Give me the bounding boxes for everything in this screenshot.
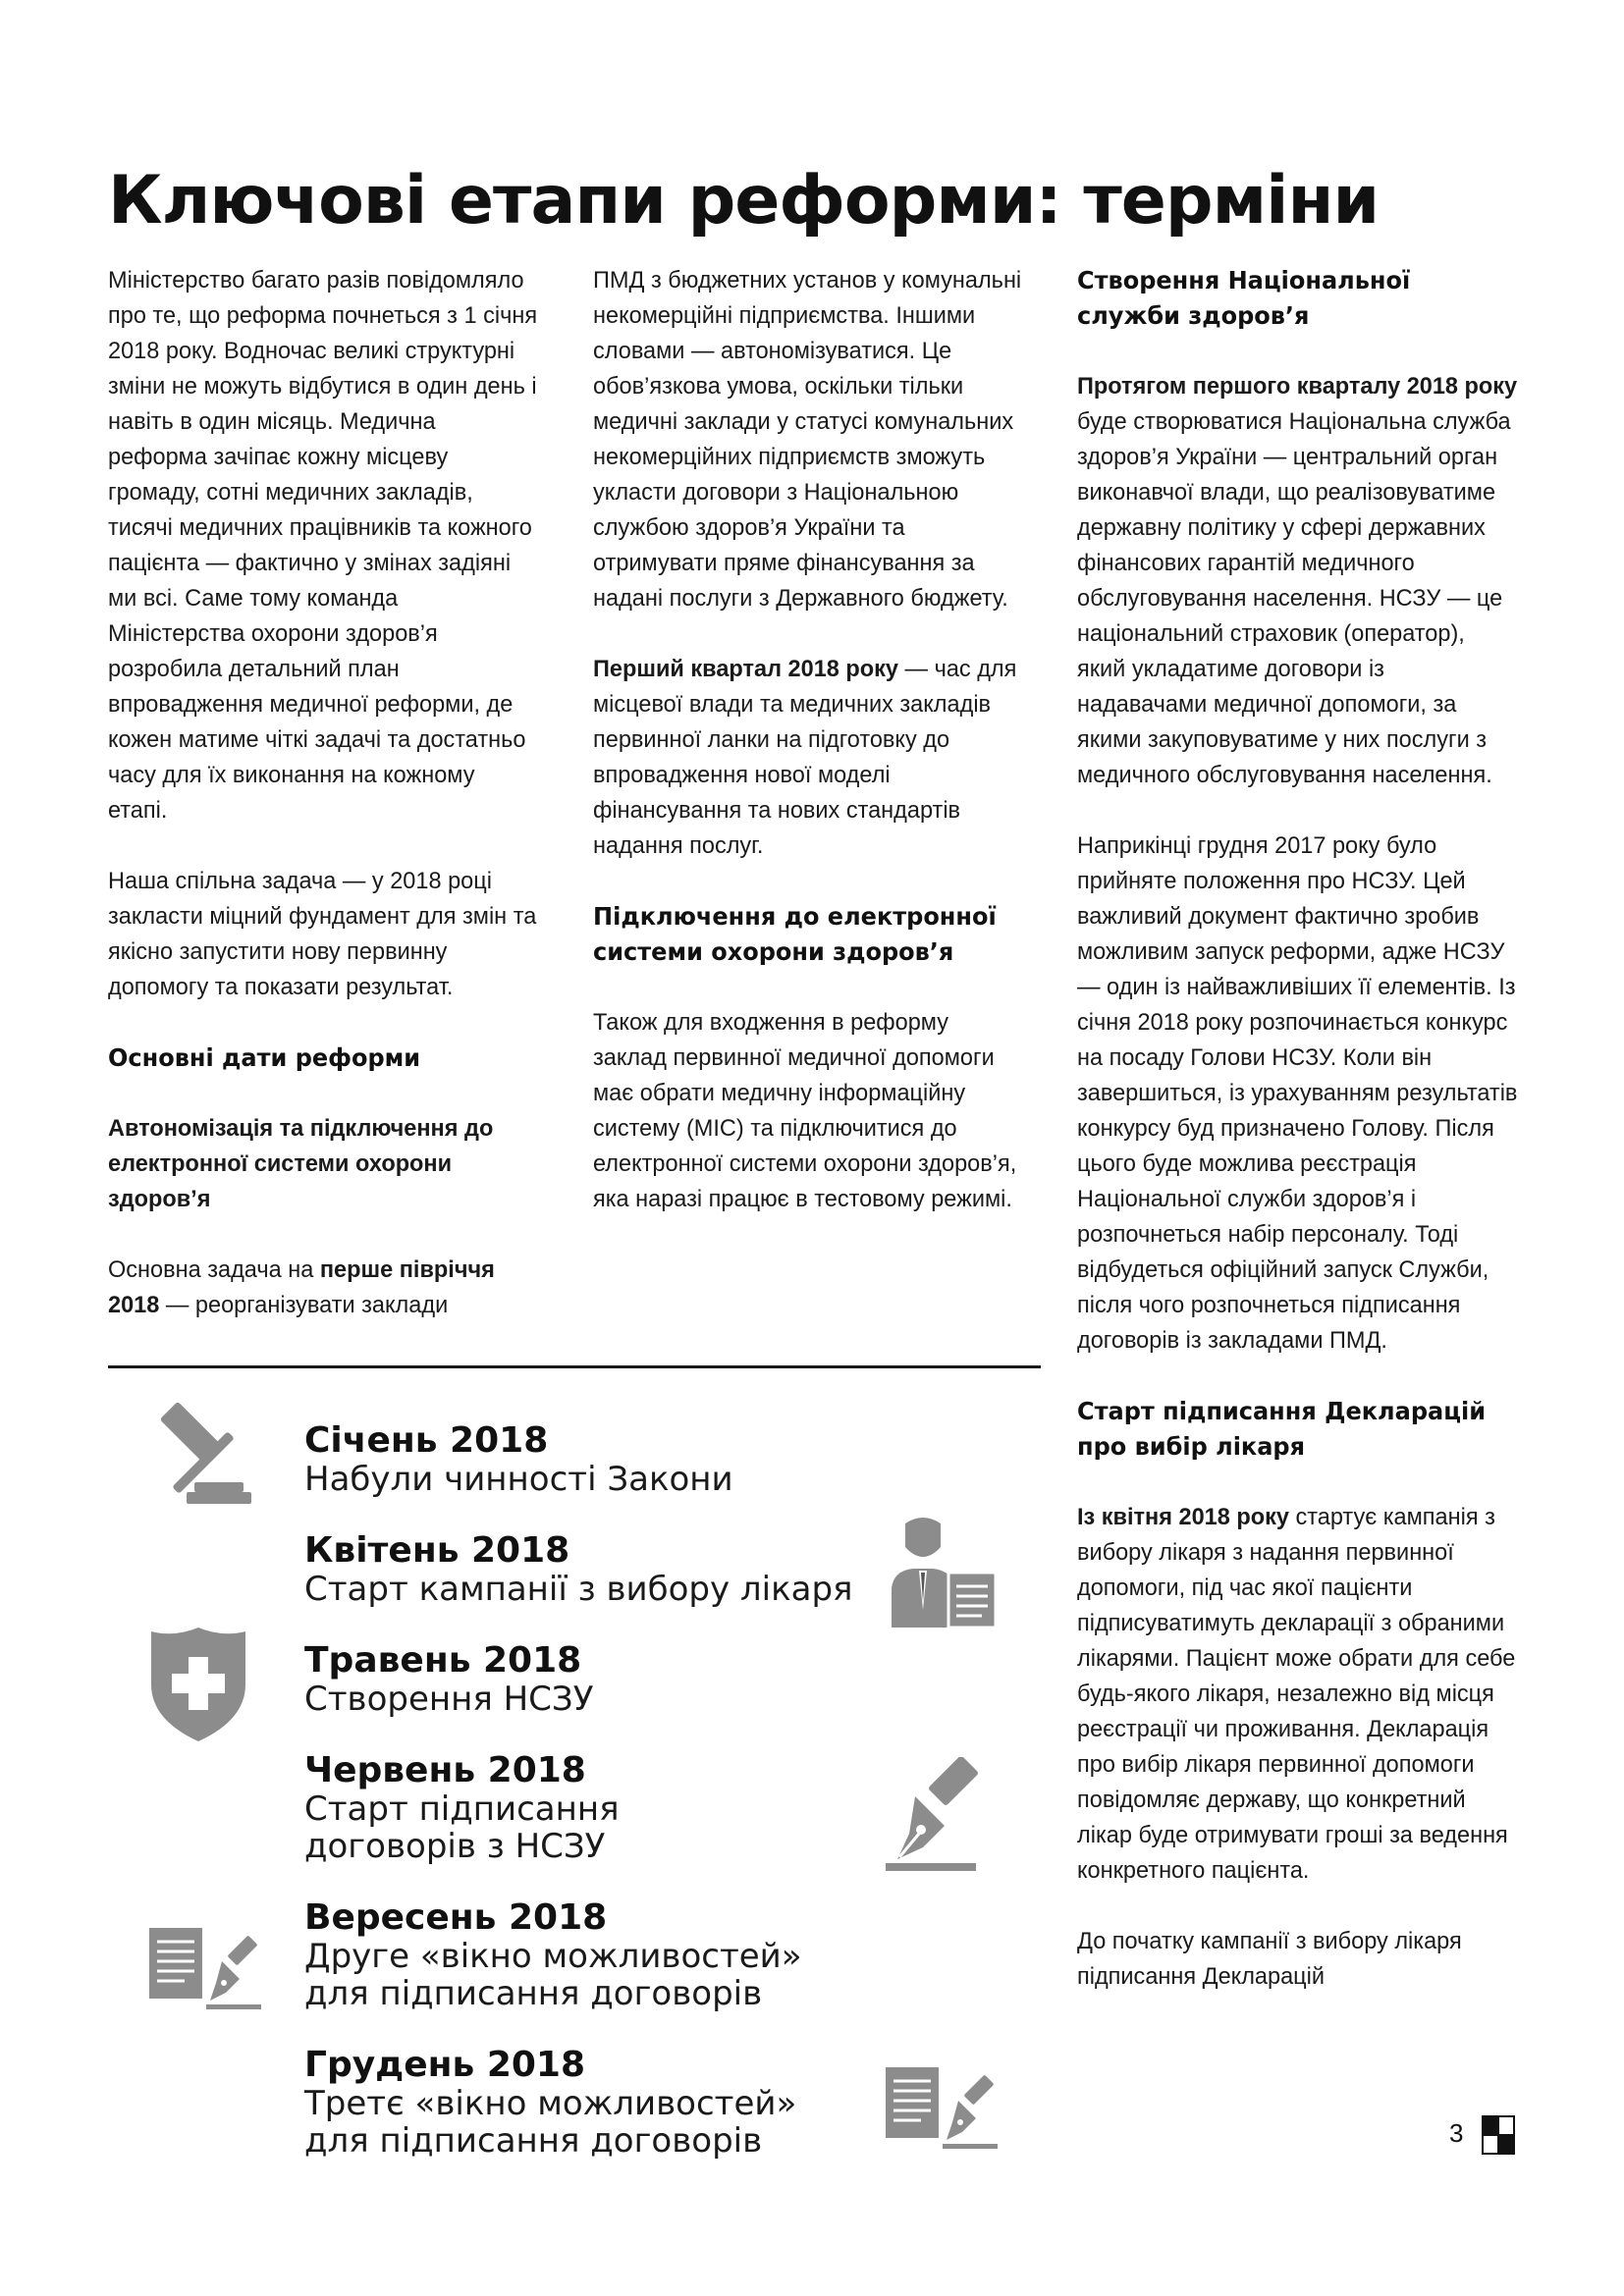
timeline-month: Травень 2018	[304, 1640, 582, 1681]
timeline-item-april	[304, 1531, 852, 1608]
timeline-description: Третє «вікно можливостей»	[304, 2084, 797, 2123]
section-heading-nszu: Створення Національної служби здоров’я	[1077, 266, 1411, 330]
nszu-paragraph	[1077, 369, 1518, 793]
article-column-2	[593, 263, 1023, 1253]
timeline-month: Січень 2018	[304, 1420, 549, 1461]
text-run: — реорганізувати заклади	[159, 1292, 449, 1318]
timeline-item-june	[304, 1751, 620, 1865]
text-run: стартує кампанія з вибору лікаря з надання первинної допомоги, під час якої пацієнти підписуватимуть декларації з обраними лікарями. Пацієнт може обрати для себе будь-якого лікаря, незалежно від місця реєстрації чи проживання. Декларація про вибір лікаря первинної допомоги повідомляє державу, що конкретний лікар буде отримувати гроші за ведення конкретного пацієнта.	[1077, 1504, 1516, 1884]
text-run: — час для місцевої влади та медичних закладів первинної ланки на підготовку до впровадження нової моделі фінансування та нових стандартів надання послуг.	[593, 656, 1017, 859]
bold-text-run: Перший квартал 2018 року	[593, 656, 898, 682]
timeline-description: Створення НСЗУ	[304, 1680, 594, 1719]
timeline-divider	[108, 1365, 1041, 1368]
bold-text-run: Протягом першого кварталу 2018 року	[1077, 373, 1518, 400]
fountain-pen-icon	[884, 1757, 982, 1875]
page-number: 3	[1449, 2118, 1464, 2148]
timeline-month: Вересень 2018	[304, 1897, 608, 1938]
page-title: Ключові етапи реформи: терміни	[108, 162, 1380, 240]
section-heading-dates: Основні дати реформи	[108, 1043, 421, 1072]
timeline-month: Червень 2018	[304, 1750, 586, 1790]
timeline-description: договорів з НСЗУ	[304, 1827, 606, 1866]
text-run: Основна задача на	[108, 1256, 320, 1283]
intro-paragraph: Міністерство багато разів повідомляло про те, що реформа почнеться з 1 січня 2018 року. Водночас великі структурні зміни не можуть відбутися в один день і навіть в один місяць. Медична реформа зачіпає кожну місцеву громаду, сотні медичних закладів, тисячі медичних працівників та кожного пацієнта — фактично у змінах задіяні ми всі. Саме тому команда Міністерства охорони здоров’я розробила детальний план впровадження медичної реформи, де кожен матиме чіткі задачі та достатньо часу для їх виконання на кожному етапі.	[108, 267, 538, 824]
goal-paragraph: Наша спільна задача — у 2018 році закласти міцний фундамент для змін та якісно запустити нову первинну допомогу та показати результат.	[108, 868, 537, 1000]
article-column-3	[1077, 263, 1518, 2030]
timeline-description: для підписання договорів	[304, 1974, 763, 2013]
timeline-item-september	[304, 1898, 802, 2012]
bold-text-run: Із квітня 2018 року	[1077, 1504, 1289, 1530]
first-quarter-paragraph	[593, 652, 1023, 864]
timeline-description: Старт підписання	[304, 1789, 620, 1829]
timeline-item-january	[304, 1421, 733, 1498]
autonomization-continued-paragraph: ПМД з бюджетних установ у комунальні некомерційні підприємства. Іншими словами — автономізуватися. Це обов’язкова умова, оскільки тільки медичні заклади у статусі комунальних некомерційних підприємств зможуть укласти договори з Національною службою здоров’я України та отримувати пряме фінансування за надані послуги з Державного бюджету.	[593, 267, 1022, 612]
ehealth-paragraph: Також для входження в реформу заклад первинної медичної допомоги має обрати медичну інформаційну систему (МІС) та підключитися до електронної системи охорони здоров’я, яка наразі працює в тестовому режимі.	[593, 1009, 1017, 1212]
timeline-description: для підписання договорів	[304, 2121, 763, 2161]
section-heading-ehealth: Підключення до електронної системи охорони здоров’я	[593, 902, 997, 966]
page-corner-mark	[1482, 2115, 1515, 2155]
doctor-with-document-icon	[884, 1512, 1001, 1629]
timeline-month: Грудень 2018	[304, 2045, 586, 2085]
timeline-item-may	[304, 1641, 593, 1718]
timeline-description: Набули чинності Закони	[304, 1460, 733, 1499]
section-heading-declarations: Старт підписання Декларацій про вибір лікаря	[1077, 1397, 1487, 1461]
document-pen-icon	[884, 2065, 1001, 2154]
gavel-icon	[147, 1394, 265, 1512]
declarations-start-paragraph: До початку кампанії з вибору лікаря підписання Декларацій	[1077, 1928, 1462, 1990]
bold-text-run: перше півріччя 2018	[108, 1256, 495, 1318]
text-run: буде створюватися Національна служба здоров’я України — центральний орган виконавчої влади, що реалізовуватиме державну політику у сфері державних фінансових гарантій медичного обслуговування населення. НСЗУ — це національний страховик (оператор), який укладатиме договори із надавачами медичної допомоги, за якими закуповуватиме у них послуги з медичного обслуговування населення.	[1077, 408, 1511, 788]
subheading-autonomization: Автономізація та підключення до електронної системи охорони здоров’я	[108, 1115, 494, 1212]
declarations-paragraph	[1077, 1500, 1518, 1889]
nszu-regulation-paragraph: Наприкінці грудня 2017 року було прийняте положення про НСЗУ. Цей важливий документ фактично зробив можливим запуск реформи, адже НСЗУ — один із найважливіших її елементів. Із січня 2018 року розпочинається конкурс на посаду Голови НСЗУ. Коли він завершиться, із урахуванням результатів конкурсу буд призначено Голову. Після цього буде можлива реєстрація Національної служби здоров’я і розпочнеться набір персоналу. Тоді відбудеться офіційний запуск Служби, після чого розпочнеться підписання договорів із закладами ПМД.	[1077, 832, 1518, 1354]
timeline-description: Друге «вікно можливостей»	[304, 1937, 802, 1976]
shield-cross-icon	[147, 1626, 249, 1743]
timeline-month: Квітень 2018	[304, 1530, 570, 1571]
autonomization-paragraph	[108, 1253, 538, 1323]
article-column-1	[108, 263, 538, 1359]
timeline-item-december	[304, 2046, 796, 2160]
document-pen-icon	[147, 1926, 265, 2014]
timeline-description: Старт кампанії з вибору лікаря	[304, 1570, 853, 1609]
